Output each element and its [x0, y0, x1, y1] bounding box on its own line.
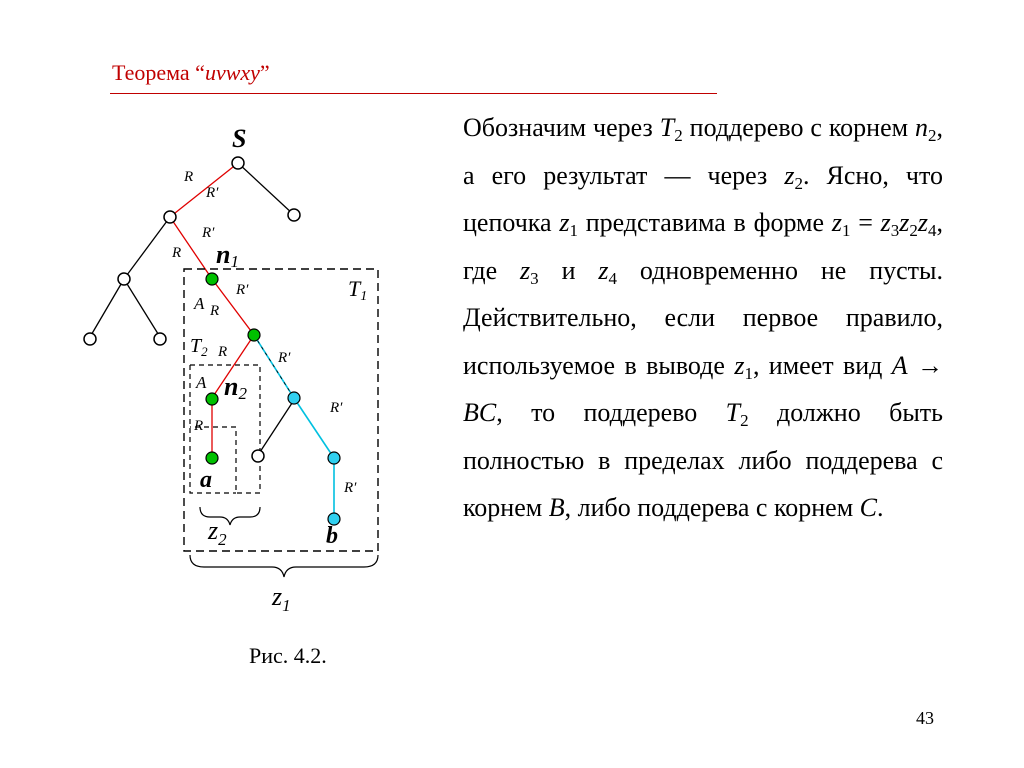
node-cyan-1: [288, 392, 300, 404]
edge-s-right: [238, 163, 294, 215]
body-paragraph: [463, 104, 943, 532]
node-root: [232, 157, 244, 169]
label-r-4: R: [218, 344, 228, 360]
label-z2-sub: 2: [218, 530, 227, 549]
derivation-tree-figure: [60, 115, 420, 625]
label-leaf-b: b: [326, 523, 338, 549]
label-a-2: A: [196, 373, 207, 392]
label-r-5: R: [194, 418, 204, 434]
text-seg-8: одновременно не пусты. Действительно, если первое правило, используемое в выводе: [463, 255, 943, 380]
edge-side-leaf: [258, 400, 294, 455]
sym-z: z: [831, 208, 842, 237]
node-cyan-2: [328, 452, 340, 464]
label-r-2: R: [172, 245, 182, 261]
node-leaf-1: [84, 333, 96, 345]
text-seg-4: . Ясно, что цепочка: [463, 160, 943, 237]
edge-s-red: [170, 163, 238, 217]
node-leaf-2: [154, 333, 166, 345]
text-seg-9: , имеет вид: [752, 350, 892, 380]
sub-2: 2: [794, 173, 803, 193]
label-a-1: A: [194, 294, 205, 313]
edge-left-left-leaf: [90, 279, 124, 337]
text-seg-5: представима в форме: [577, 208, 832, 237]
sym-b: B: [548, 493, 565, 522]
node-level1-left: [164, 211, 176, 223]
sym-z: z: [520, 255, 531, 285]
label-rprime-4: R′: [278, 350, 291, 366]
label-t1: [348, 276, 367, 304]
text-seg-12: , либо поддерева с корнем: [564, 493, 860, 522]
label-n2-letter: n: [224, 372, 239, 401]
node-leaf-3: [252, 450, 264, 462]
label-t1-letter: T: [348, 276, 361, 301]
label-root-s: S: [232, 124, 247, 153]
sub-1: 1: [744, 363, 753, 383]
label-r-3: R: [210, 303, 220, 319]
sub-1: 1: [569, 221, 578, 240]
label-z1-sub: 1: [282, 596, 291, 615]
title-open-quote: “: [195, 60, 205, 85]
sub-2: 2: [674, 126, 683, 145]
sub-3: 3: [530, 268, 539, 288]
label-rprime-2: R′: [202, 225, 215, 241]
sub-2: 2: [928, 126, 937, 145]
sym-z: z: [784, 160, 795, 190]
title-close-quote: ”: [259, 60, 270, 85]
label-leaf-a: a: [200, 467, 212, 493]
sym-bc: BC: [463, 398, 497, 427]
sub-4: 4: [928, 221, 937, 240]
sym-n: n: [915, 113, 928, 142]
edge-left-child: [124, 217, 170, 279]
node-leaf-a: [206, 452, 218, 464]
text-seg-3: , а его результат — через: [463, 113, 943, 190]
label-t2: [190, 335, 208, 359]
node-n1: [206, 273, 218, 285]
page-number: 43: [916, 708, 934, 728]
label-t2-letter: T: [190, 335, 202, 357]
sym-z: z: [917, 208, 928, 237]
node-level2-left: [118, 273, 130, 285]
label-n1-sub: 1: [230, 252, 239, 271]
title-theorem-name: uvwxy: [204, 60, 260, 85]
label-rprime-3: R′: [236, 282, 249, 298]
label-z1: [271, 582, 291, 615]
label-t2-sub: 2: [201, 344, 208, 359]
label-t1-sub: 1: [360, 289, 368, 304]
text-seg-7: и: [538, 255, 599, 285]
node-n1-child: [248, 329, 260, 341]
sub-2: 2: [909, 221, 918, 240]
label-n1: [216, 240, 239, 271]
text-equals: =: [850, 208, 881, 237]
label-n2-sub: 2: [238, 384, 247, 403]
sub-1: 1: [841, 221, 851, 240]
label-rprime-1: R′: [206, 185, 219, 201]
text-seg-1: Обозначим через: [463, 113, 660, 142]
text-seg-11: должно быть полностью в пределах либо поддерева с корнем: [463, 398, 944, 522]
title-underline: [110, 93, 717, 94]
text-seg-10: , то поддерево: [496, 398, 726, 427]
sub-3: 3: [890, 221, 900, 240]
label-n1-letter: n: [216, 240, 231, 269]
label-rprime-5: R′: [330, 400, 343, 416]
sub-4: 4: [608, 268, 618, 288]
sym-t: T: [725, 398, 741, 427]
label-n2: [224, 372, 247, 403]
text-seg-6: , где: [463, 208, 943, 285]
sym-z: z: [559, 208, 570, 237]
node-n2: [206, 393, 218, 405]
brace-z1: [190, 555, 378, 577]
slide-title: [112, 60, 270, 86]
sym-z: z: [598, 255, 609, 285]
arrow-symbol: →: [907, 350, 943, 380]
derivation-tree-svg: [60, 115, 420, 625]
label-z1-letter: z: [272, 582, 283, 611]
label-rprime-6: R′: [344, 480, 357, 496]
edge-left-right-leaf: [124, 279, 160, 337]
sym-z: z: [734, 350, 745, 380]
label-z2: [207, 516, 227, 549]
sub-2: 2: [740, 411, 749, 430]
sym-c: C: [859, 493, 878, 522]
node-level1-right: [288, 209, 300, 221]
figure-caption: Рис. 4.2.: [249, 643, 327, 668]
sym-a: A: [891, 350, 908, 380]
edge-cyan-2: [294, 398, 334, 458]
label-r-1: R: [184, 169, 194, 185]
sym-t: T: [659, 113, 675, 142]
title-prefix: Теорема: [112, 60, 196, 85]
text-seg-13: .: [877, 493, 884, 522]
sym-z: z: [880, 208, 891, 237]
text-seg-2: поддерево с корнем: [682, 113, 915, 142]
sym-z: z: [899, 208, 910, 237]
label-z2-letter: z: [208, 516, 219, 545]
